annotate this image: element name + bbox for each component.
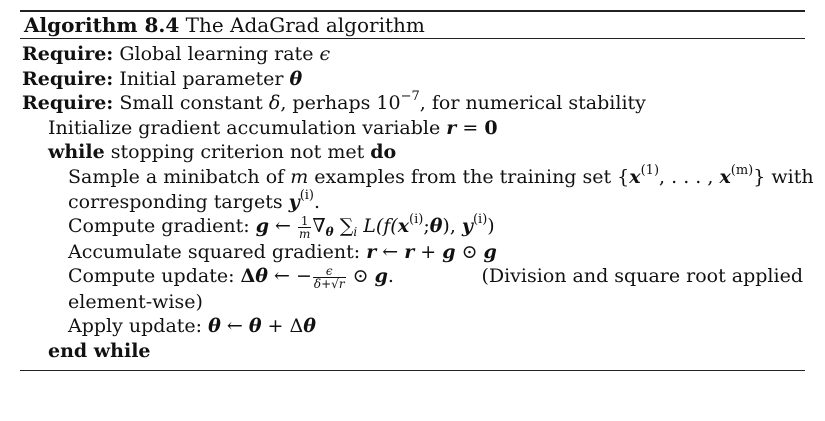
algorithm-box: [20, 10, 814, 371]
compute-update-line: Compute update: Δθ ← − $\frac{\epsilon}{\delta+√r}$ ⊙ g. (Division and square root applied: [68, 263, 803, 291]
do-keyword: do: [370, 141, 397, 164]
require-initial-parameter: Require: Initial parameter θ: [22, 67, 303, 90]
sample-minibatch-line: Sample a minibatch of m examples from the training set {$x^{(1)}$, . . . , $x^{(m)}$} with: [68, 162, 814, 188]
require-keyword: Require:: [22, 67, 114, 90]
compute-gradient-line: Compute gradient: g ← $\frac{1}{m}$ $\nabla_\theta$ $\sum_i$ $L(f(x^{(i)};\theta)$, $y^{(i)}$): [68, 212, 495, 241]
algorithm-header: [20, 12, 805, 38]
update-note-continuation: element-wise): [68, 290, 203, 313]
end-while-keyword: end while: [48, 339, 151, 362]
require-small-constant: Require: Small constant δ, perhaps $10^{-7}$, for numerical stability: [22, 89, 646, 115]
gradient-fraction: $\frac{1}{m}$: [299, 213, 311, 241]
bottom-rule: [20, 370, 805, 371]
accumulate-gradient-line: Accumulate squared gradient: r ← r + g ⊙ g: [68, 240, 497, 263]
sample-targets-line: corresponding targets $y^{(i)}$.: [68, 187, 321, 213]
update-fraction: $\frac{\epsilon}{\delta+√r}$: [313, 263, 345, 291]
require-keyword: Require:: [22, 92, 114, 115]
apply-update-line: Apply update: θ ← θ + Δθ: [68, 315, 316, 338]
init-accumulator-line: Initialize gradient accumulation variable r = 0: [48, 116, 498, 139]
require-keyword: Require:: [22, 43, 114, 65]
end-while-line: [20, 339, 805, 364]
algorithm-label: Algorithm 8.4: [24, 13, 180, 37]
algorithm-title: The AdaGrad algorithm: [185, 13, 425, 37]
require-learning-rate: Require: Global learning rate ϵ: [22, 43, 331, 65]
update-note: (Division and square root applied: [481, 265, 803, 288]
while-keyword: while: [48, 141, 105, 164]
while-line: while stopping criterion not met do: [48, 141, 397, 164]
